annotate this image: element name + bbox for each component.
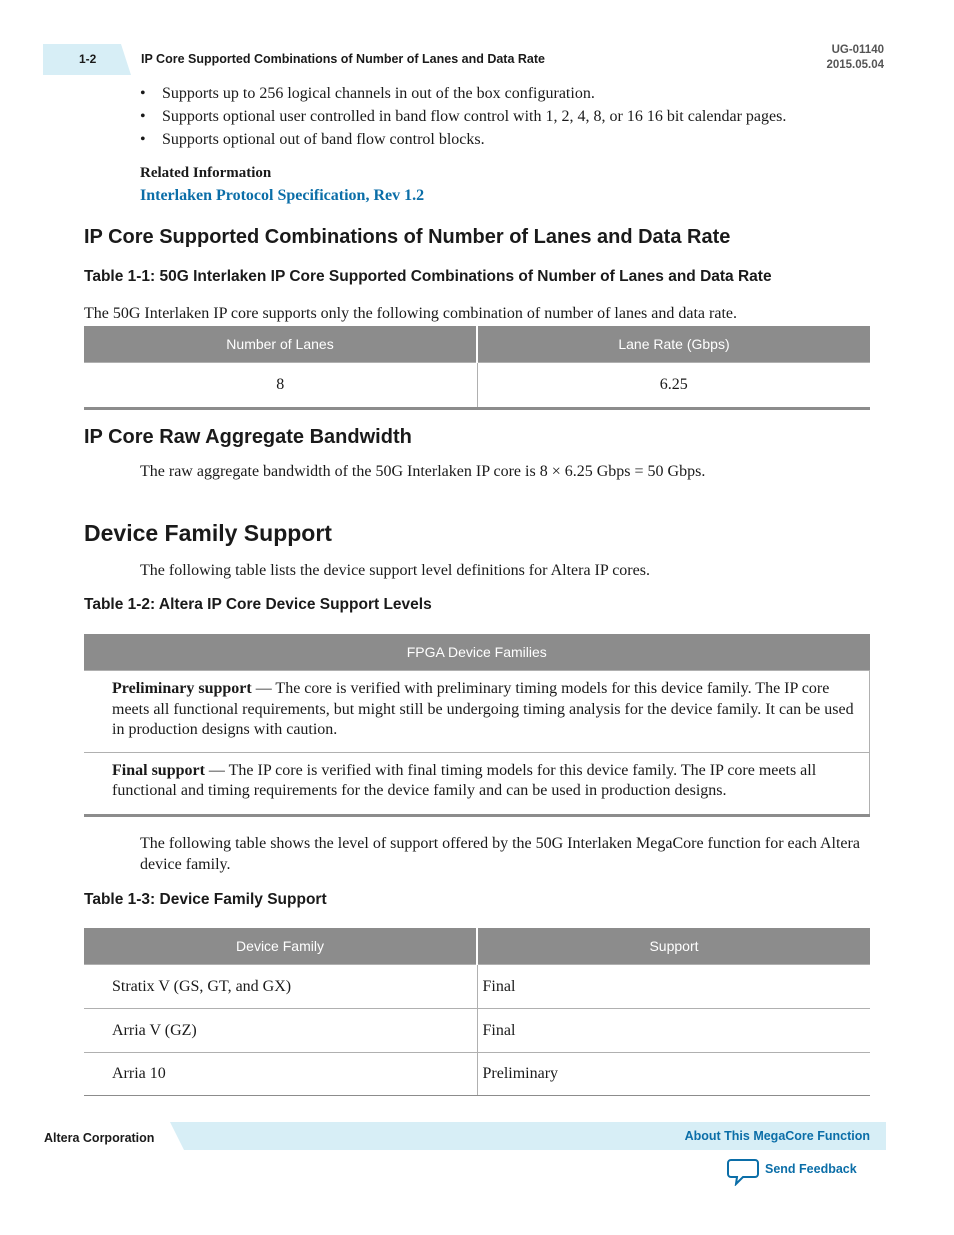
related-information-link[interactable]: Interlaken Protocol Specification, Rev 1.2 [140,187,425,204]
device-family-table [84,928,870,1096]
table-row [84,965,870,1009]
table-cell [84,752,870,815]
page-number: 1-2 [79,52,97,66]
section-heading-lanes: IP Core Supported Combinations of Number of Lanes and Data Rate [84,226,731,248]
column-header-lane-rate: Lane Rate (Gbps) [477,326,870,363]
table-cell: Preliminary [477,1053,870,1096]
table-cell: Stratix V (GS, GT, and GX) [84,965,477,1009]
list-item: • Supports optional out of band flow control blocks. [140,128,880,151]
table-row [84,752,870,815]
table-1-3-caption: Table 1-3: Device Family Support [84,891,327,908]
send-feedback-button[interactable] [727,1158,857,1191]
send-feedback-label: Send Feedback [765,1162,857,1176]
support-levels-table [84,634,870,817]
speech-bubble-icon [727,1158,759,1186]
table-cell: Arria V (GZ) [84,1009,477,1053]
bandwidth-text: The raw aggregate bandwidth of the 50G Interlaken IP core is 8 × 6.25 Gbps = 50 Gbps. [140,463,706,480]
doc-id: UG-01140 [831,44,884,56]
doc-id-block [826,43,884,73]
definition-term: Preliminary support [112,680,252,697]
lanes-table [84,326,870,410]
table-row [84,363,870,409]
table-1-2-caption: Table 1-2: Altera IP Core Device Support Levels [84,596,432,613]
definition-text: — The IP core is verified with final timing models for this device family. The IP core meets all functional and timing requirements for the device family and can be used in production designs. [112,761,817,799]
table-cell: 6.25 [477,363,870,409]
definition-text: — The core is verified with preliminary timing models for this device family. The IP core meets all functional requirements, but might still be undergoing timing analysis for the device family. It can be used in production designs with caution. [112,680,854,738]
doc-date: 2015.05.04 [826,59,884,71]
table-cell [84,671,870,753]
footer-chapter-link[interactable]: About This MegaCore Function [684,1129,870,1143]
table-row [84,671,870,753]
related-information-label: Related Information [140,165,272,181]
device-intro-text: The following table lists the device support level definitions for Altera IP cores. [140,562,650,579]
running-title: IP Core Supported Combinations of Number of Lanes and Data Rate [141,52,545,66]
table-row [84,1053,870,1096]
column-header-device-family: Device Family [84,928,477,965]
device-support-intro: The following table shows the level of support offered by the 50G Interlaken MegaCore function for each Altera device family. [140,835,860,873]
list-item: • Supports up to 256 logical channels in out of the box configuration. [140,82,880,105]
page-number-tab [43,44,131,75]
table-cell: Arria 10 [84,1053,477,1096]
section-heading-device-family: Device Family Support [84,520,332,546]
column-header-support: Support [477,928,870,965]
section-heading-bandwidth: IP Core Raw Aggregate Bandwidth [84,426,412,448]
list-item: • Supports optional user controlled in band flow control with 1, 2, 4, 8, or 16 16 bit calendar pages. [140,105,880,128]
table-1-1-intro: The 50G Interlaken IP core supports only the following combination of number of lanes and data rate. [84,305,737,322]
table-row [84,1009,870,1053]
feature-bullet-list [140,82,880,151]
column-header-fpga-families: FPGA Device Families [84,634,870,671]
table-cell: Final [477,965,870,1009]
table-cell: Final [477,1009,870,1053]
column-header-lanes: Number of Lanes [84,326,477,363]
footer-company: Altera Corporation [44,1131,155,1145]
table-1-1-caption: Table 1-1: 50G Interlaken IP Core Supported Combinations of Number of Lanes and Data Rate [84,268,772,285]
definition-term: Final support [112,761,205,779]
table-cell: 8 [84,363,477,409]
